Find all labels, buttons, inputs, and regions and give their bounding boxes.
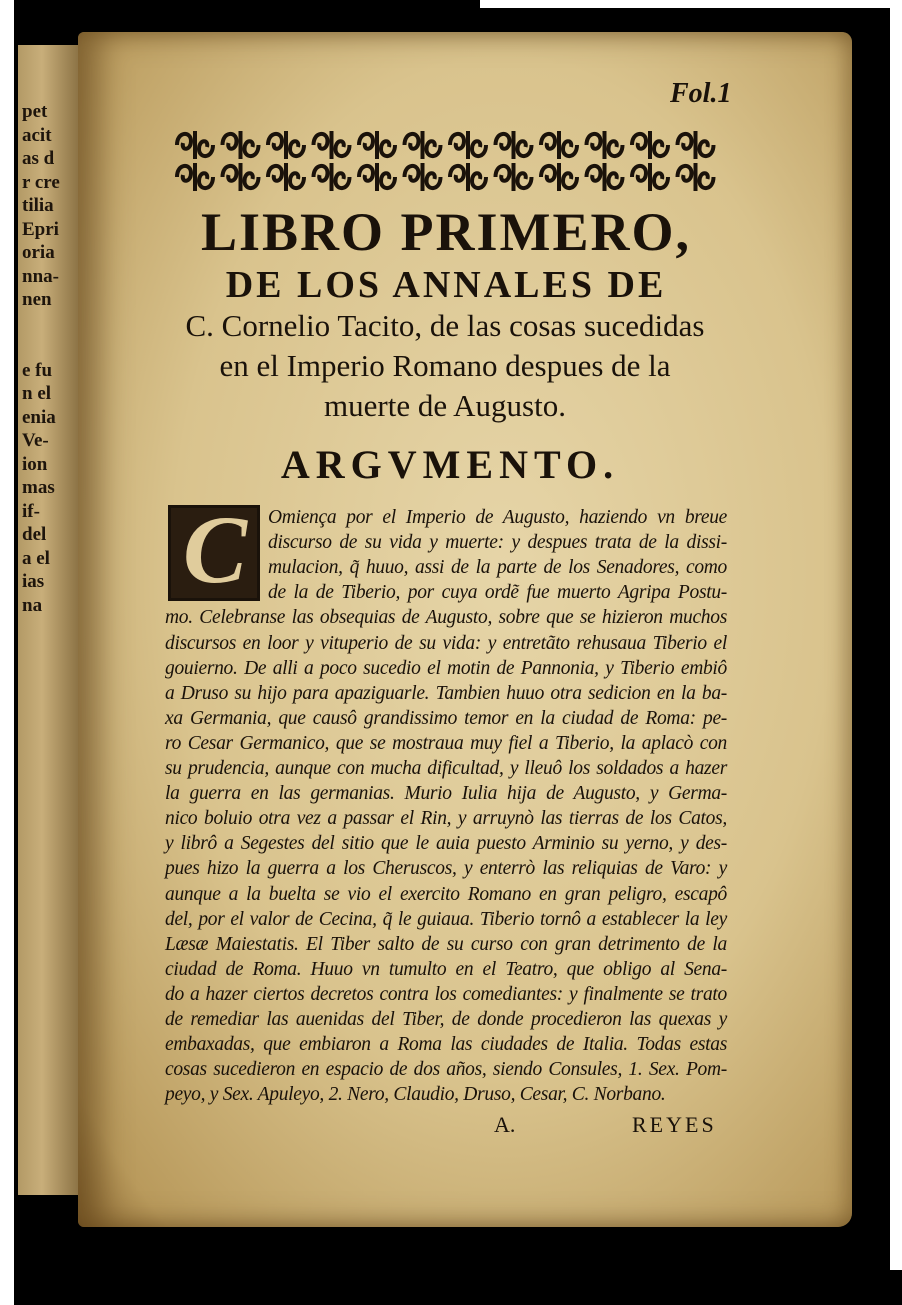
ornament-flourish bbox=[450, 131, 486, 159]
body-line: ro Cesar Germanico, que se mostraua muy fiel a Tiberio, la aplacò con bbox=[165, 732, 727, 754]
body-line: discursos en loor y vituperio de su vida: y entretãto rehusaua Tiberio el bbox=[165, 632, 727, 654]
previous-page-text-fragments: pet acit as d r cre tilia Epri oria nna- nen e fu n el enia Ve- ion mas if- del a el ias na bbox=[22, 101, 60, 616]
body-line: del, por el valor de Cecina, q̃ le guiaua. Tiberio tornô a establecer la ley bbox=[165, 908, 727, 930]
ornament-flourish bbox=[223, 163, 259, 191]
body-line: Læsæ Maiestatis. El Tiber salto de su curso con gran detrimento de la bbox=[165, 933, 727, 955]
body-line: pues hizo la guerra a los Cheruscos, y enterrò las reliquias de Varo: y bbox=[165, 858, 727, 880]
body-line: la guerra en las germanias. Murio Iulia hija de Augusto, y Germa- bbox=[165, 783, 727, 805]
ornament-flourish bbox=[450, 163, 486, 191]
ornament-flourish bbox=[587, 163, 623, 191]
body-line: aunque a la buelta se vio el exercito Romano en gran peligro, escapô bbox=[165, 883, 727, 905]
body-line: cosas sucedieron en espacio de dos años, siendo Consules, 1. Sex. Pom- bbox=[165, 1059, 727, 1081]
ornament-flourish bbox=[405, 131, 441, 159]
ornament-flourish bbox=[177, 131, 213, 159]
body-line: discurso de su vida y muerte: y despues trata de la dissi- bbox=[268, 532, 727, 554]
body-line: do a hazer ciertos decretos contra los comediantes: y finalmente se trato bbox=[165, 983, 727, 1005]
signature-mark: A. bbox=[494, 1112, 516, 1137]
ornament-flourish bbox=[223, 131, 259, 159]
subtitle-line: C. Cornelio Tacito, de las cosas sucedidas bbox=[185, 308, 705, 343]
body-line: gouierno. De alli a poco sucedio el motin de Pannonia, y Tiberio embiô bbox=[165, 657, 727, 679]
ornament-flourish bbox=[632, 163, 668, 191]
body-line: embaxadas, que embiaron a Roma las ciudades de Italia. Todas estas bbox=[165, 1034, 727, 1056]
scan-border-left bbox=[0, 0, 14, 1305]
title-line-1: LIBRO PRIMERO, bbox=[200, 202, 692, 262]
ornament-flourish bbox=[314, 163, 350, 191]
drop-cap-letter: C bbox=[183, 505, 248, 601]
scan-border-right bbox=[890, 0, 902, 1270]
scan-border-top bbox=[480, 0, 902, 8]
body-line: ciudad de Roma. Huuo vn tumulto en el Teatro, que obligo al Sena- bbox=[165, 958, 727, 980]
ornament-flourish bbox=[678, 163, 714, 191]
body-line: mo. Celebranse las obsequias de Augusto, sobre que se hizieron muchos bbox=[165, 607, 727, 629]
body-line: Omiença por el Imperio de Augusto, haziendo vn breue bbox=[268, 507, 727, 528]
drop-cap bbox=[168, 505, 260, 601]
ornament-flourish bbox=[268, 131, 304, 159]
ornament-flourish bbox=[268, 163, 304, 191]
body-line: peyo, y Sex. Apuleyo, 2. Nero, Claudio, Druso, Cesar, C. Norbano. bbox=[165, 1084, 666, 1106]
ornament-flourish bbox=[587, 131, 623, 159]
ornament-flourish bbox=[632, 131, 668, 159]
body-line: su prudencia, aunque con mucha dificultad, y lleuô los soldados a hazer bbox=[165, 758, 727, 779]
title-line-2: DE LOS ANNALES DE bbox=[225, 264, 667, 306]
body-line: de remediar las auenidas del Tiber, de donde procedieron las quexas y bbox=[165, 1009, 727, 1030]
subtitle-line: muerte de Augusto. bbox=[324, 388, 566, 423]
subtitle-line: en el Imperio Romano despues de la bbox=[219, 348, 671, 383]
body-line: a Druso su hijo para apaziguarle. Tambien huuo otra sedicion en la ba- bbox=[165, 682, 727, 704]
folio-number: Fol.1 bbox=[670, 78, 732, 109]
ornament-flourish bbox=[541, 163, 577, 191]
body-line: y librô a Segestes del sitio que le auia puesto Arminio su yerno, y des- bbox=[165, 833, 727, 855]
ornament-flourish bbox=[496, 131, 532, 159]
ornament-flourish bbox=[678, 131, 714, 159]
section-heading: ARGVMENTO. bbox=[280, 442, 620, 487]
ornament-flourish bbox=[405, 163, 441, 191]
ornament-flourish bbox=[496, 163, 532, 191]
body-line: nico boluio otra vez a passar el Rin, y arruynò las tierras de los Catos, bbox=[165, 808, 727, 830]
ornament-flourish bbox=[359, 163, 395, 191]
ornament-flourish bbox=[314, 131, 350, 159]
body-line: mulacion, q̃ huuo, assi de la parte de los Senadores, como bbox=[268, 557, 727, 579]
ornament-flourish bbox=[359, 131, 395, 159]
ornament-flourish bbox=[541, 131, 577, 159]
body-line: de la de Tiberio, por cuya ordẽ fue muerto Agripa Postu- bbox=[268, 582, 727, 604]
ornament-flourish bbox=[177, 163, 213, 191]
body-line: xa Germania, que causô grandissimo temor en la ciudad de Roma: pe- bbox=[165, 707, 727, 729]
catchword: REYES bbox=[632, 1112, 717, 1137]
ornament-band bbox=[172, 128, 720, 194]
